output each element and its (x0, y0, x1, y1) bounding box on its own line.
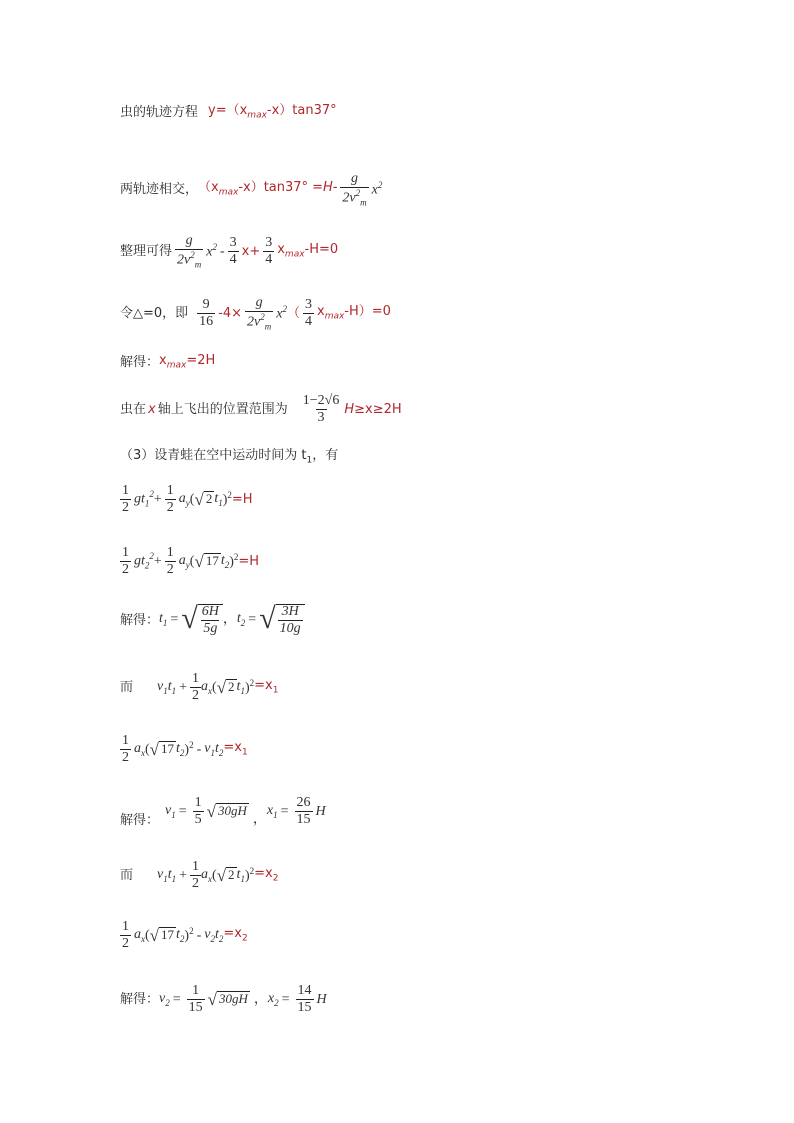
part3-intro-line (120, 449, 338, 466)
term-sub: 1 (144, 498, 150, 509)
numerator: 3H (281, 604, 299, 619)
rearranged-line (120, 234, 338, 269)
term-text: v (204, 926, 211, 942)
term (157, 868, 176, 884)
paren: （ (286, 306, 300, 322)
paren (223, 491, 232, 508)
text-label: 而 (120, 680, 134, 695)
term (179, 492, 190, 508)
fraction (187, 984, 205, 1015)
term-sub: 1 (163, 685, 168, 696)
numerator: 3 (229, 235, 237, 251)
numerator: g (255, 295, 263, 310)
square-root: √ $\frac{6H}{5g}$ (181, 604, 223, 636)
den-sup: 2 (355, 188, 361, 198)
text-label: 解得： (120, 813, 160, 828)
term-sub: 2 (165, 997, 170, 1008)
denominator: 16 (199, 314, 214, 330)
numerator: 1 (166, 545, 174, 560)
axis-var: x (148, 402, 156, 417)
den-text: 2v (342, 190, 356, 206)
fraction (301, 394, 342, 425)
result-text: =x (223, 740, 242, 756)
term-sub: 1 (210, 747, 215, 758)
paren-sup: 2 (227, 490, 232, 501)
den-sub: m (194, 259, 202, 270)
numerator: 1 (192, 983, 200, 998)
term-text: t (159, 611, 163, 627)
term-text: -H）=0 (344, 304, 391, 320)
radicand: 30gH (218, 991, 248, 1006)
result (254, 679, 278, 696)
term (176, 928, 184, 944)
term-sub: 2 (224, 559, 230, 570)
term-text: t (176, 740, 180, 756)
denominator: 5 (194, 812, 202, 827)
term-text: t (236, 611, 241, 627)
term-sub: 1 (171, 873, 177, 884)
den-sup: 2 (190, 250, 195, 260)
den-text: 2v (247, 314, 261, 330)
term (159, 992, 170, 1008)
paren: ( (212, 867, 217, 883)
equation-line-4 (120, 734, 248, 765)
term (159, 612, 167, 628)
numerator: 3 (304, 297, 312, 313)
term (276, 305, 287, 322)
operator: + (179, 867, 188, 883)
numerator: g (185, 233, 193, 248)
paren-text: ) (184, 928, 190, 944)
numerator: 1 (194, 795, 202, 810)
numerator: 3 (265, 235, 273, 251)
operator: - (196, 927, 202, 943)
paren: ( (145, 927, 150, 943)
term (237, 680, 245, 696)
paren (245, 867, 254, 884)
radicand: 17 (161, 927, 175, 942)
equation (159, 354, 215, 371)
result-sub: 1 (241, 747, 248, 758)
separator: ， (222, 612, 237, 627)
term-sub: x (208, 685, 213, 696)
term-text: x (206, 245, 213, 261)
paren-text: ) (244, 680, 250, 696)
denominator: 2 (166, 562, 174, 577)
square-root: √ 2 (216, 678, 235, 697)
term-sup: 2 (282, 304, 287, 315)
den-sub: m (264, 321, 272, 332)
term-text: t (236, 866, 241, 882)
fraction (303, 298, 314, 329)
eq-sub: max (166, 360, 187, 371)
term-text: t (167, 678, 172, 694)
numerator: 1−2√6 (302, 393, 340, 408)
term (268, 992, 279, 1008)
denominator: 15 (296, 812, 311, 827)
term-text: t (214, 490, 219, 506)
operator: = (281, 991, 290, 1007)
fraction (120, 484, 131, 515)
result-sub: 2 (272, 873, 279, 884)
term-sub: 1 (240, 685, 245, 696)
fraction (340, 172, 368, 207)
term (206, 243, 217, 260)
fraction (193, 796, 204, 827)
radicand: 2 (228, 679, 235, 694)
term-text: v (204, 740, 211, 756)
operator: + (153, 553, 162, 569)
term-sup: 2 (377, 180, 383, 191)
result: =H (238, 554, 260, 569)
term: H (344, 402, 355, 417)
text-label: 两轨迹相交， (120, 182, 199, 198)
term (201, 680, 212, 696)
equation (208, 104, 337, 121)
term-sub: 2 (179, 747, 185, 758)
paren (184, 741, 193, 758)
eq-sub: max (218, 188, 239, 199)
paren-sup: 2 (189, 740, 194, 751)
paren: ( (189, 553, 195, 569)
numerator: 1 (166, 483, 174, 498)
denominator (245, 311, 273, 331)
text-label: 轴上飞出的位置范围为 (157, 402, 288, 417)
text: ，有 (312, 448, 339, 463)
result-text: =x (254, 866, 273, 882)
equation-line-1 (120, 484, 253, 515)
numerator: 6H (201, 604, 219, 619)
denominator: 15 (188, 1000, 203, 1015)
square-root: √ 17 (149, 926, 175, 945)
range-line (120, 394, 402, 425)
paren-sup: 2 (189, 926, 194, 937)
paren-text: ) (244, 868, 250, 884)
term (134, 490, 154, 508)
solution-xmax-line (120, 354, 215, 371)
term-sub: 2 (240, 617, 246, 628)
text-label: 整理可得 (120, 244, 173, 260)
paren: ( (145, 741, 150, 757)
fraction: $\frac{1}{2}$ (192, 859, 200, 891)
term (221, 554, 229, 570)
term-sub: 2 (210, 933, 215, 944)
term: H (316, 991, 327, 1007)
eq-part: -x）tan37° (266, 103, 337, 118)
denominator: 5g (203, 621, 218, 636)
text-label: 令△=0，即 (120, 306, 189, 322)
denominator: 10g (279, 621, 301, 636)
denominator: 3 (317, 410, 325, 425)
radicand: 17 (205, 553, 219, 568)
paren (229, 553, 238, 570)
equation-line-6 (120, 920, 248, 951)
denominator (340, 187, 368, 207)
term-sub: x (141, 933, 145, 944)
fraction (296, 984, 314, 1015)
eq-part: x (159, 353, 167, 368)
radicand: 30gH (217, 803, 247, 818)
paren-sup: 2 (249, 678, 255, 689)
fraction (165, 484, 176, 515)
radicand: 17 (161, 741, 175, 756)
separator: ， (253, 991, 268, 1007)
term-sub: 2 (179, 933, 185, 944)
numerator: 26 (296, 795, 311, 810)
paren-sup: 2 (249, 866, 255, 877)
fraction (295, 796, 313, 827)
operator: = (248, 612, 257, 627)
paren-sup: 2 (233, 552, 239, 563)
term (237, 612, 245, 628)
operator: + (153, 491, 162, 507)
fraction: $\frac{1}{2}$ (192, 671, 200, 703)
term-sub: 1 (162, 617, 168, 628)
term-text: t (220, 552, 225, 568)
term (176, 742, 184, 758)
term-text: x (277, 242, 285, 258)
term-sup: 2 (149, 489, 154, 500)
term (214, 492, 222, 508)
numerator: 1 (122, 545, 129, 560)
result-sub: 1 (272, 685, 279, 696)
operator: -4× (218, 306, 243, 322)
v1-solution-line (120, 796, 326, 827)
result (223, 927, 247, 944)
fraction: $\frac{1}{2}$ (122, 919, 129, 951)
term-text: v (157, 866, 164, 882)
term-sub: x (141, 747, 145, 758)
term-text: x (316, 304, 325, 320)
fraction (245, 296, 273, 331)
term (201, 868, 212, 884)
term (204, 928, 223, 944)
operator: = (178, 803, 187, 819)
term (134, 928, 145, 944)
term (317, 305, 391, 322)
fraction (120, 546, 131, 577)
text-label: 解得： (120, 354, 160, 370)
term: ≥x≥2H (354, 402, 402, 417)
discriminant-line (120, 296, 391, 331)
term (372, 181, 383, 198)
square-root: √ 17 (194, 552, 219, 571)
radicand: 2 (228, 867, 235, 882)
v2-solution-line (120, 984, 327, 1015)
term-text: t (214, 740, 219, 756)
eq-part: y=（x (208, 103, 248, 118)
term-sub: 2 (218, 747, 224, 758)
fraction (263, 236, 274, 267)
term-text: v (157, 678, 164, 694)
operator: - (196, 741, 202, 757)
term-text: x (371, 183, 378, 199)
paren-text: ) (222, 492, 228, 508)
paren-text: ) (184, 742, 190, 758)
term: H (315, 803, 326, 819)
equation-line-2 (120, 546, 259, 577)
paren (184, 927, 193, 944)
operator: - (219, 243, 225, 259)
term-sub: 1 (163, 873, 168, 884)
term (134, 552, 154, 570)
text: （3）设青蛙在空中运动时间为 t (120, 448, 307, 463)
term (134, 742, 145, 758)
intersection-line (120, 172, 382, 207)
term (157, 680, 176, 696)
result-sub: 2 (241, 933, 248, 944)
text-label: 虫在 (120, 402, 147, 417)
term-sub: 1 (240, 873, 245, 884)
square-root: √ $\frac{3H}{10g}$ (259, 604, 304, 636)
square-root: √ 2 (216, 866, 235, 885)
term-text: a (201, 866, 209, 882)
paren-text: ) (229, 554, 234, 570)
operator: = (172, 991, 181, 1007)
term (204, 742, 223, 758)
denominator: 4 (265, 252, 273, 268)
square-root: √ 17 (149, 740, 175, 759)
term-text: x (266, 802, 274, 818)
term-text: x (276, 307, 283, 323)
term-text: a (134, 740, 141, 756)
term (179, 554, 190, 570)
den-sub: m (360, 197, 367, 208)
equation (198, 181, 337, 198)
numerator: 14 (297, 983, 312, 998)
fraction: $\frac{1}{2}$ (122, 733, 129, 765)
paren (245, 679, 254, 696)
fraction (175, 234, 203, 269)
term-sub: 2 (218, 933, 224, 944)
den-text: 2v (177, 252, 191, 268)
paren: ( (189, 491, 195, 507)
term-sub: 2 (144, 560, 150, 571)
term-sup: 2 (149, 551, 154, 562)
term-text: -H=0 (304, 242, 339, 258)
eq-part: -x）tan37° (238, 180, 309, 196)
term-sub: 1 (171, 685, 177, 696)
denominator: 2 (122, 500, 129, 515)
text-label: 解得： (120, 992, 160, 1007)
denominator (175, 249, 203, 269)
denominator: 15 (297, 1000, 312, 1015)
term (267, 804, 278, 820)
denominator: 2 (166, 500, 174, 515)
separator: ， (252, 812, 267, 827)
eq-part: =2H (186, 353, 216, 368)
den-sup: 2 (260, 312, 265, 322)
term-sub: max (284, 250, 305, 261)
result: =H (231, 492, 253, 507)
text-label (120, 449, 338, 466)
operator: = (280, 803, 289, 819)
term-text: t (236, 678, 241, 694)
term-sub: x (208, 873, 213, 884)
text-label: 而 (120, 868, 134, 883)
term-text: gt (134, 553, 145, 569)
eq-part: =H- (312, 180, 338, 196)
term-sub: max (324, 312, 345, 323)
term-sub: 1 (273, 809, 278, 820)
term-sub: 1 (171, 809, 176, 820)
denominator: 2 (122, 562, 129, 577)
equation-line-5 (120, 860, 278, 891)
numerator: 9 (202, 297, 210, 313)
term-text: a (134, 926, 141, 942)
text-label: 解得： (120, 612, 160, 628)
result-text: =x (223, 926, 242, 942)
square-root: √ 30gH (207, 990, 248, 1009)
numerator: 1 (122, 483, 129, 498)
result (254, 867, 278, 884)
term-sub: y (185, 559, 190, 570)
radicand: 2 (205, 491, 213, 506)
fraction (165, 546, 176, 577)
result-text: =x (254, 678, 273, 694)
term-text: x (267, 990, 275, 1006)
term: x+ (241, 244, 261, 260)
denominator: 4 (304, 314, 312, 330)
term (237, 868, 245, 884)
operator: + (179, 679, 188, 695)
square-root: √ 30gH (206, 802, 247, 821)
denominator: 4 (229, 252, 237, 268)
term-sub: y (185, 497, 190, 508)
eq-part: （x (198, 180, 219, 196)
term-text: v (165, 802, 172, 818)
result (223, 741, 247, 758)
term-text: t (167, 866, 172, 882)
term (165, 804, 176, 820)
square-root: √ 2 (194, 490, 213, 509)
fraction (228, 236, 239, 267)
term-sub: 2 (274, 997, 279, 1008)
term-text: t (176, 926, 180, 942)
operator: = (170, 612, 179, 627)
paren: ( (212, 679, 217, 695)
trajectory-equation-line (120, 104, 337, 121)
term-sup: 2 (212, 242, 217, 253)
numerator: g (351, 171, 359, 186)
term-text: gt (134, 491, 145, 507)
equation-line-3 (120, 672, 278, 703)
term-text: a (178, 490, 186, 506)
text-sub: 1 (306, 455, 313, 466)
term-text: a (178, 552, 186, 568)
term-text: v (159, 990, 166, 1006)
term-text: a (201, 678, 209, 694)
fraction (197, 298, 215, 329)
time-solution-line (120, 604, 305, 636)
term (277, 243, 338, 260)
text-label: 虫的轨迹方程 (120, 104, 199, 120)
term-text: t (214, 926, 219, 942)
eq-sub: max (247, 110, 267, 121)
term-sub: 1 (218, 497, 223, 508)
